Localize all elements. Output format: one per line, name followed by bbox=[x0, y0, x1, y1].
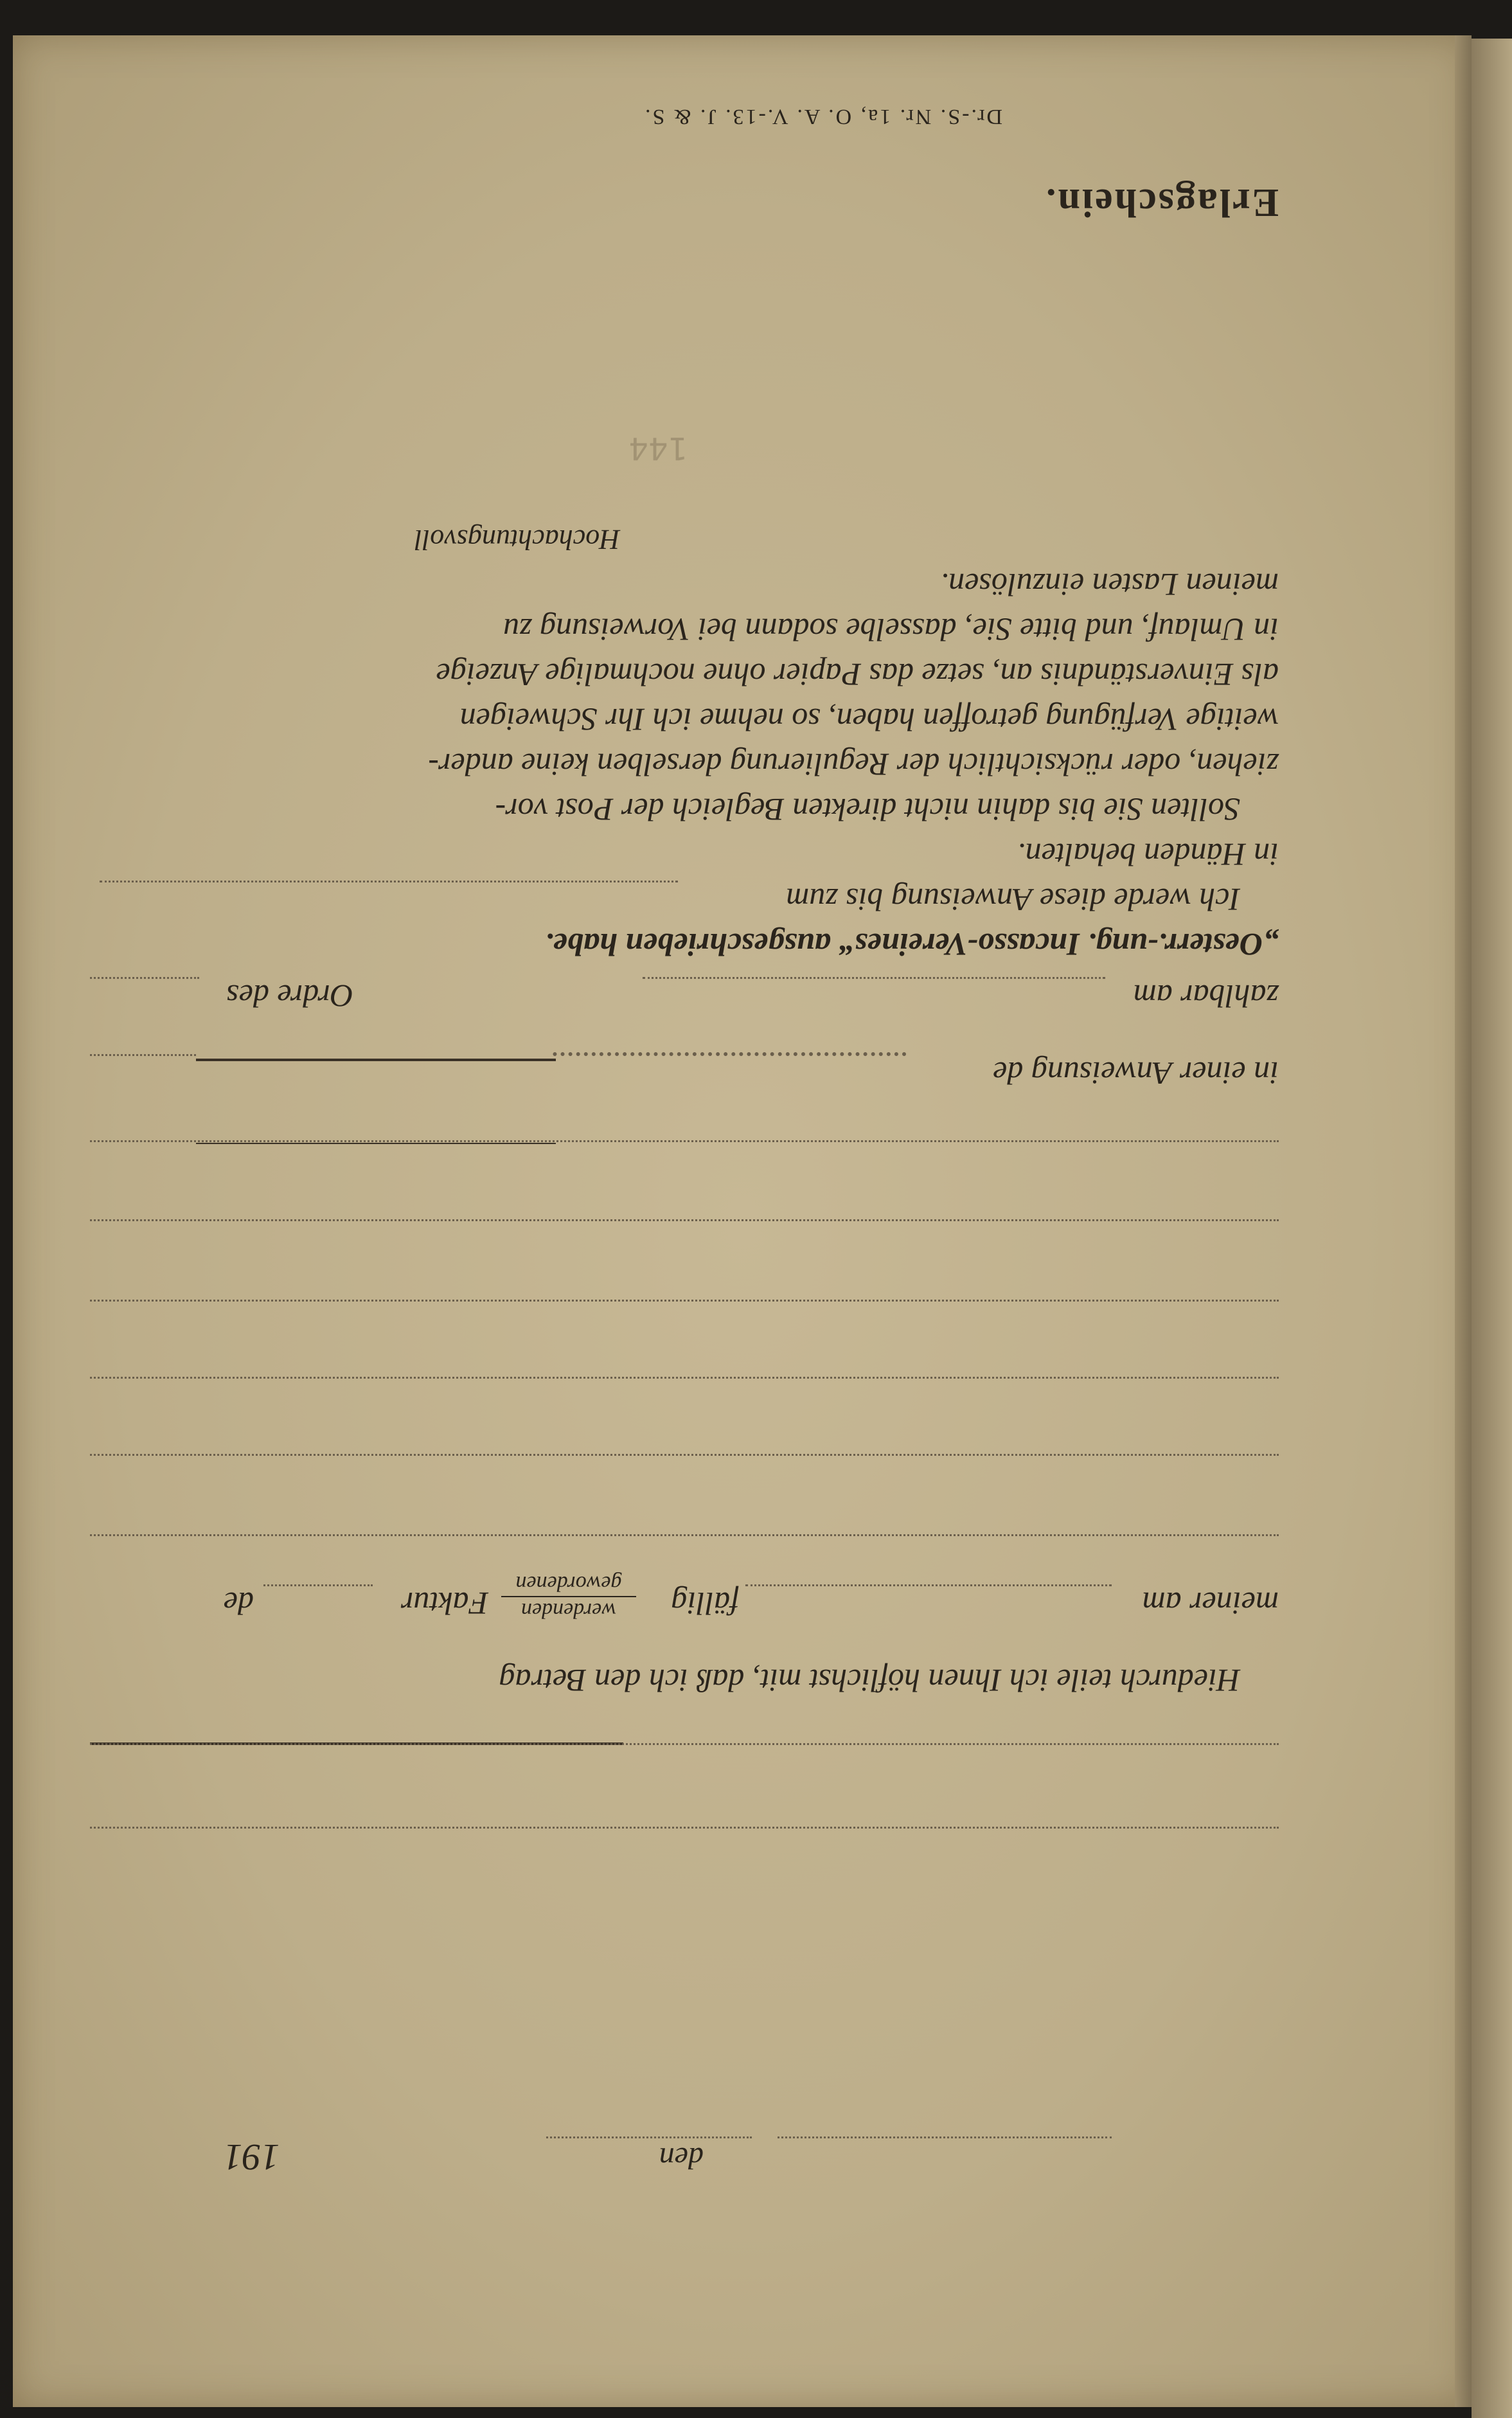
werdenden-label: werdenden bbox=[501, 1596, 636, 1623]
paragraph-line: ziehen, oder rücksichtlich der Regulierung derselben keine ander- bbox=[428, 747, 1279, 783]
gewordenen-label: gewordenen bbox=[515, 1572, 622, 1595]
recipient-line-2 bbox=[90, 1827, 1279, 1829]
paragraph-line: meinen Lasten einzulösen. bbox=[940, 567, 1279, 603]
faktur-field bbox=[263, 1584, 373, 1586]
paragraph-line: als Einverständnis an, setze das Papier ohne nochmalige Anzeige bbox=[436, 657, 1279, 693]
de-label: de bbox=[223, 1586, 254, 1622]
blank-line-1 bbox=[90, 1140, 1279, 1142]
faktur-label: Faktur bbox=[400, 1586, 488, 1622]
anweisung-bis-line: Ich werde diese Anweisung bis zum bbox=[786, 882, 1240, 918]
recipient-line-1 bbox=[90, 1743, 1279, 1745]
ordre-des-label: Ordre des bbox=[226, 978, 353, 1014]
haenden-line: in Händen behalten. bbox=[1017, 837, 1279, 873]
zahlbar-am-field bbox=[643, 977, 1105, 979]
publisher-code: Dr.-S. Nr. 1a, O. A. V.-13. J. & S. bbox=[643, 105, 1002, 129]
blank-line-3 bbox=[90, 1300, 1279, 1302]
intro-line: Hiedurch teile ich Ihnen höflichst mit, daß ich den Betrag bbox=[499, 1663, 1240, 1699]
blank-line-6 bbox=[90, 1534, 1279, 1536]
anweisung-amount-rule bbox=[196, 1059, 556, 1061]
blank-line-2 bbox=[90, 1219, 1279, 1221]
anweisung-amount-dots bbox=[90, 1054, 196, 1056]
anweisung-line: in einer Anweisung de bbox=[993, 1055, 1279, 1091]
page-number: 191 bbox=[224, 2136, 280, 2178]
form-page bbox=[13, 35, 1472, 2407]
blank-line-4 bbox=[90, 1377, 1279, 1379]
next-page-edge bbox=[1472, 39, 1512, 2418]
paragraph-line: Sollten Sie bis dahin nicht direkten Begleich der Post vor- bbox=[495, 792, 1240, 828]
form-title: Erlagschein. bbox=[1044, 181, 1279, 224]
meiner-am-label: meiner am bbox=[1142, 1586, 1279, 1622]
zahlbar-am-label: zahlbar am bbox=[1133, 978, 1279, 1014]
werdenden-gewordenen-choice bbox=[501, 1570, 636, 1623]
pencil-mark: 144 bbox=[628, 430, 688, 466]
paragraph-line: weitige Verfügung getroffen haben, so nehme ich Ihr Schweigen bbox=[459, 702, 1279, 738]
verein-line: „Oesterr.-ung. Incasso-Vereines“ ausgeschrieben habe. bbox=[545, 927, 1279, 963]
faellig-label: fällig bbox=[671, 1586, 739, 1622]
meiner-am-field bbox=[745, 1584, 1112, 1586]
paragraph-line: in Umlauf, und bitte Sie, dasselbe sodann bei Vorweisung zu bbox=[503, 612, 1279, 648]
sign-off: Hochachtungsvoll bbox=[414, 524, 620, 555]
date-place-field bbox=[546, 2136, 752, 2138]
blank-line-5 bbox=[90, 1454, 1279, 1456]
den-label: den bbox=[659, 2141, 704, 2175]
blank-rule bbox=[196, 1143, 556, 1144]
ordre-des-field bbox=[90, 977, 199, 979]
bis-zum-field bbox=[100, 881, 678, 882]
anweisung-dots bbox=[553, 1052, 906, 1056]
upside-down-content bbox=[13, 35, 1472, 2407]
date-field bbox=[778, 2136, 1112, 2138]
